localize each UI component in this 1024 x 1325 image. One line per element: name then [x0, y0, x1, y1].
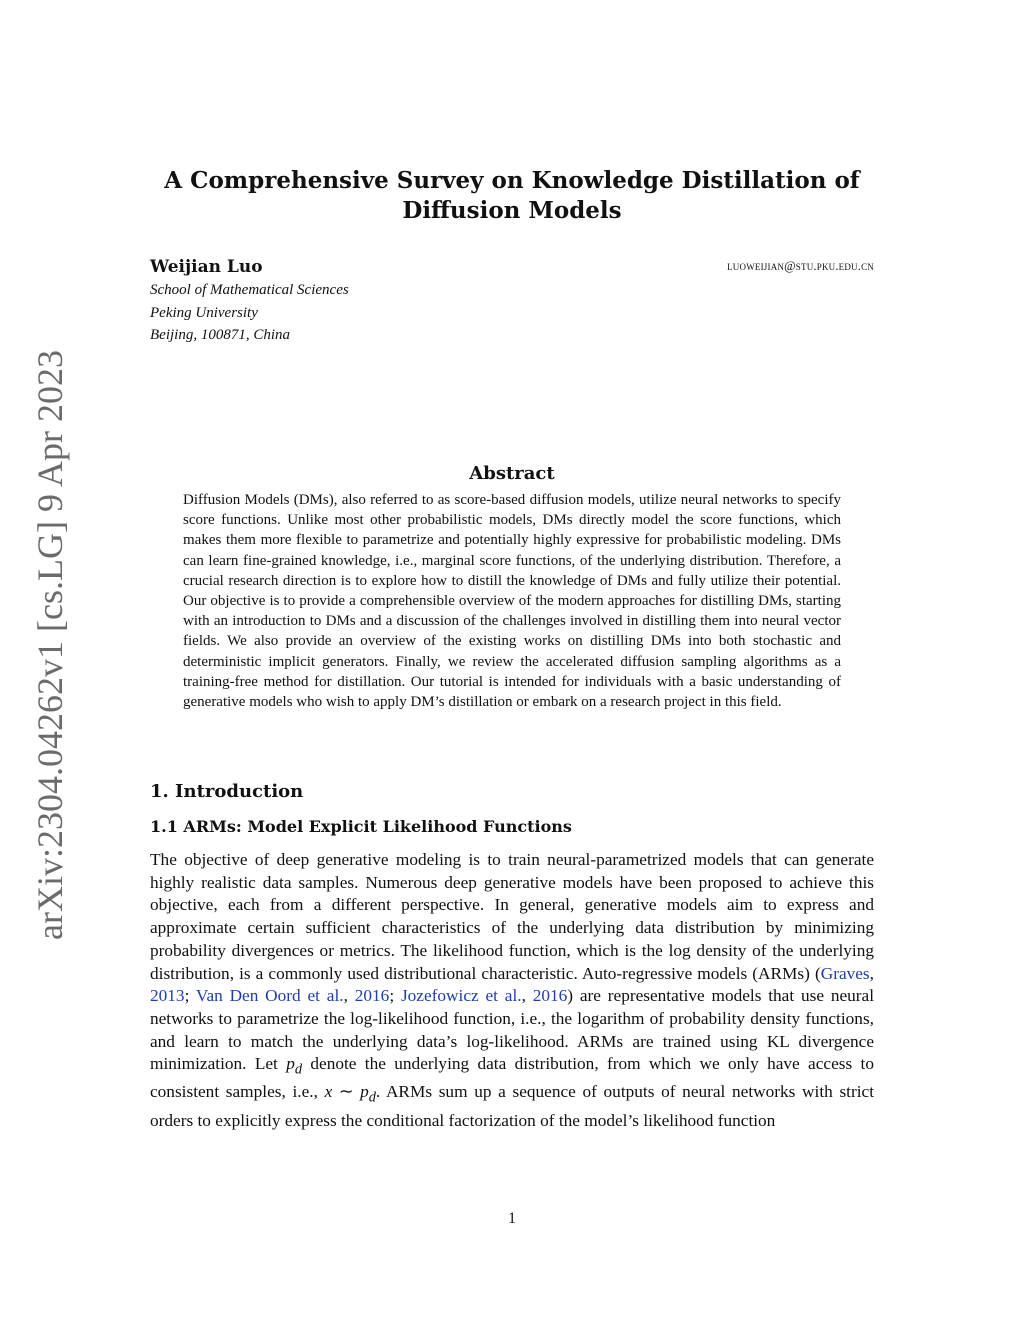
arxiv-identifier: arXiv:2304.04262v1 [cs.LG] 9 Apr 2023: [30, 350, 70, 940]
body-text-3: denote the underlying data distribution, from which we only have access to consistent samples, i.e.,: [150, 1054, 874, 1102]
citation-jozefowicz-year[interactable]: 2016: [532, 986, 568, 1006]
citation-sep: ,: [521, 986, 533, 1006]
citation-sep: ;: [389, 986, 401, 1006]
author-email[interactable]: luoweijian@stu.pku.edu.cn: [727, 259, 874, 273]
math-subscript-d: d: [368, 1089, 376, 1106]
math-p: p: [360, 1082, 369, 1102]
page-number: 1: [508, 1210, 516, 1227]
author-name: Weijian Luo: [150, 257, 263, 277]
subsection-heading: 1.1 ARMs: Model Explicit Likelihood Functions: [150, 817, 572, 836]
citation-van-den-oord-year[interactable]: 2016: [354, 986, 390, 1006]
body-text-1: The objective of deep generative modeling is to train neural-parametrized models that can generate highly realistic data samples. Numerous deep generative models have been proposed to achieve this objective, each from a different perspective. In general, generative models aim to express and approximate certain sufficient characteristics of the underlying data distribution by minimizing probability divergences or metrics. The likelihood function, which is the log density of the underlying distribution, is a commonly used distributional characteristic. Auto-regressive models (ARMs) (: [150, 850, 874, 983]
citation-sep: ,: [869, 963, 874, 983]
citation-sep: ,: [343, 986, 355, 1006]
math-x: x: [324, 1082, 333, 1102]
citation-van-den-oord[interactable]: Van Den Oord et al.: [195, 986, 344, 1006]
abstract-text: Diffusion Models (DMs), also referred to as score-based diffusion models, utilize neural networks to specify score functions. Unlike most other probabilistic models, DMs directly model the score functions, which makes them more flexible to parametrize and potentially highly expressive for probabilistic modeling. DMs can learn fine-grained knowledge, i.e., marginal score functions, of the underlying distribution. Therefore, a crucial research direction is to explore how to distill the knowledge of DMs and fully utilize their potential. Our objective is to provide a comprehensible overview of the modern approaches for distilling DMs, starting with an introduction to DMs and a discussion of the challenges involved in distilling them into neural vector fields. We also provide an overview of the existing works on distilling DMs into both stochastic and deterministic implicit generators. Finally, we review the accelerated diffusion sampling algorithms as a training-free method for distillation. Our tutorial is intended for individuals with a basic understanding of generative models who wish to apply DM’s distillation or embark on a research project in this field.: [183, 492, 841, 711]
body-text-2: ) are representative models that use neural networks to parametrize the log-likelihood function, i.e., the logarithm of probability density functions, and learn to match the underlying data’s log-likelihood. ARMs are trained using KL divergence minimization. Let: [150, 986, 875, 1074]
citation-sep: ;: [184, 986, 196, 1006]
affiliation-line-2: Peking University: [150, 305, 258, 321]
citation-graves-year[interactable]: 2013: [150, 986, 185, 1006]
title-line-1: A Comprehensive Survey on Knowledge Distillation of: [164, 167, 860, 194]
affiliation-line-3: Beijing, 100871, China: [150, 327, 290, 343]
math-subscript-d: d: [294, 1061, 303, 1078]
math-p: p: [286, 1054, 295, 1074]
body-text-4: . ARMs sum up a sequence of outputs of neural networks with strict orders to explicitly express the conditional factorization of the model’s likelihood function: [150, 1082, 874, 1130]
affiliation-line-1: School of Mathematical Sciences: [150, 282, 349, 298]
intro-paragraph: [150, 849, 874, 1132]
abstract-heading: Abstract: [469, 463, 555, 484]
paper-title: [150, 166, 874, 226]
citation-graves[interactable]: Graves: [820, 963, 870, 983]
title-line-2: Diffusion Models: [402, 197, 622, 224]
citation-jozefowicz[interactable]: Jozefowicz et al.: [400, 986, 522, 1006]
math-sim: ∼: [332, 1082, 361, 1102]
section-heading: 1. Introduction: [150, 781, 304, 802]
